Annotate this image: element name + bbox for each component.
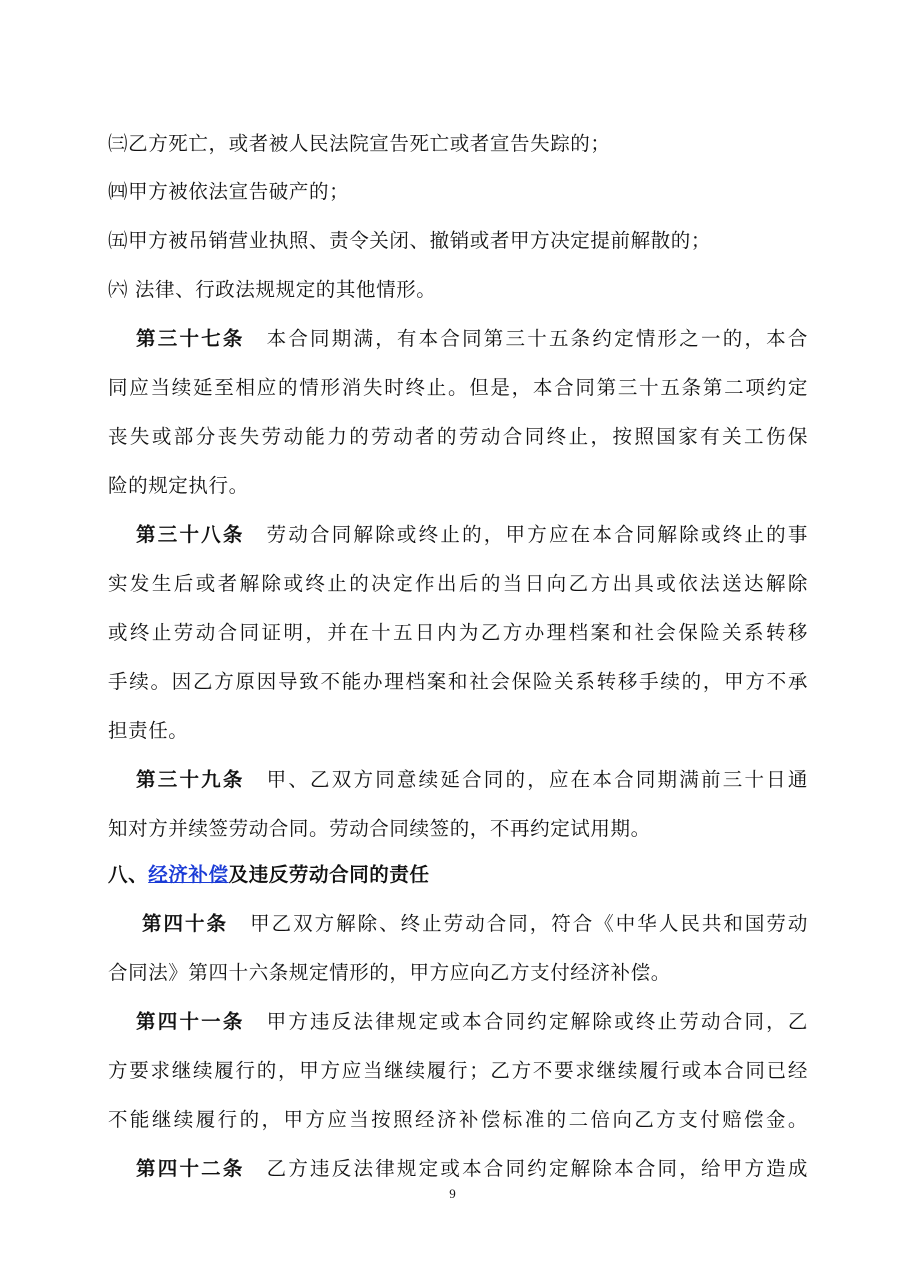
article-37-line-1: [136, 327, 808, 351]
article-40-line-2: 合同法》第四十六条规定情形的，甲方应向乙方支付经济补偿。: [108, 961, 671, 984]
article-38-heading: 第三十八条: [136, 523, 245, 546]
clause-item-4: ㈣甲方被依法宣告破产的；: [108, 180, 350, 203]
article-37-line-3: 丧失或部分丧失劳动能力的劳动者的劳动合同终止，按照国家有关工伤保: [108, 425, 808, 448]
article-38-line-1: [136, 523, 808, 547]
clause-item-3: ㈢乙方死亡，或者被人民法院宣告死亡或者宣告失踪的；: [108, 132, 611, 155]
page-number: 9: [449, 1186, 456, 1201]
article-39-line-2: 知对方并续签劳动合同。劳动合同续签的，不再约定试用期。: [108, 817, 651, 840]
article-37-line-2: 同应当续延至相应的情形消失时终止。但是，本合同第三十五条第二项约定: [108, 376, 808, 399]
section-8-heading: [108, 863, 808, 887]
article-40-heading: 第四十条: [142, 912, 229, 935]
article-41-line-1: [136, 1010, 808, 1034]
economic-compensation-link[interactable]: 经济补偿: [148, 863, 229, 886]
article-42-heading: 第四十二条: [136, 1157, 245, 1180]
article-38-line-2: 实发生后或者解除或终止的决定作出后的当日向乙方出具或依法送达解除: [108, 572, 808, 595]
section-8-suffix: 及违反劳动合同的责任: [228, 863, 430, 886]
article-38-line-5: 担责任。: [108, 719, 189, 742]
article-38-line-3: 或终止劳动合同证明，并在十五日内为乙方办理档案和社会保险关系转移: [108, 621, 808, 644]
article-42-text-1: 乙方违反法律规定或本合同约定解除本合同，给甲方造成: [266, 1157, 808, 1180]
article-42-line-1: [136, 1157, 808, 1181]
article-41-line-3: 不能继续履行的，甲方应当按照经济补偿标准的二倍向乙方支付赔偿金。: [108, 1108, 808, 1131]
article-41-text-1: 甲方违反法律规定或本合同约定解除或终止劳动合同，乙: [266, 1010, 808, 1033]
article-37-text-1: 本合同期满，有本合同第三十五条约定情形之一的，本合: [266, 327, 808, 350]
article-41-heading: 第四十一条: [136, 1010, 245, 1033]
article-39-line-1: [136, 768, 808, 792]
article-40-text-1: 甲乙双方解除、终止劳动合同，符合《中华人民共和国劳动: [250, 912, 808, 935]
clause-item-5: ㈤甲方被吊销营业执照、责令关闭、撤销或者甲方决定提前解散的；: [108, 229, 712, 252]
article-37-heading: 第三十七条: [136, 327, 245, 350]
clause-item-6: ㈥ 法律、行政法规规定的其他情形。: [108, 278, 437, 301]
article-41-line-2: 方要求继续履行的，甲方应当继续履行；乙方不要求继续履行或本合同已经: [108, 1059, 808, 1082]
article-38-text-1: 劳动合同解除或终止的，甲方应在本合同解除或终止的事: [266, 523, 808, 546]
article-39-heading: 第三十九条: [136, 768, 245, 791]
article-37-line-4: 险的规定执行。: [108, 474, 249, 497]
article-38-line-4: 手续。因乙方原因导致不能办理档案和社会保险关系转移手续的，甲方不承: [108, 670, 808, 693]
article-39-text-1: 甲、乙双方同意续延合同的，应在本合同期满前三十日通: [266, 768, 808, 791]
section-8-prefix: 八、: [108, 863, 149, 886]
article-40-line-1: [142, 912, 808, 936]
